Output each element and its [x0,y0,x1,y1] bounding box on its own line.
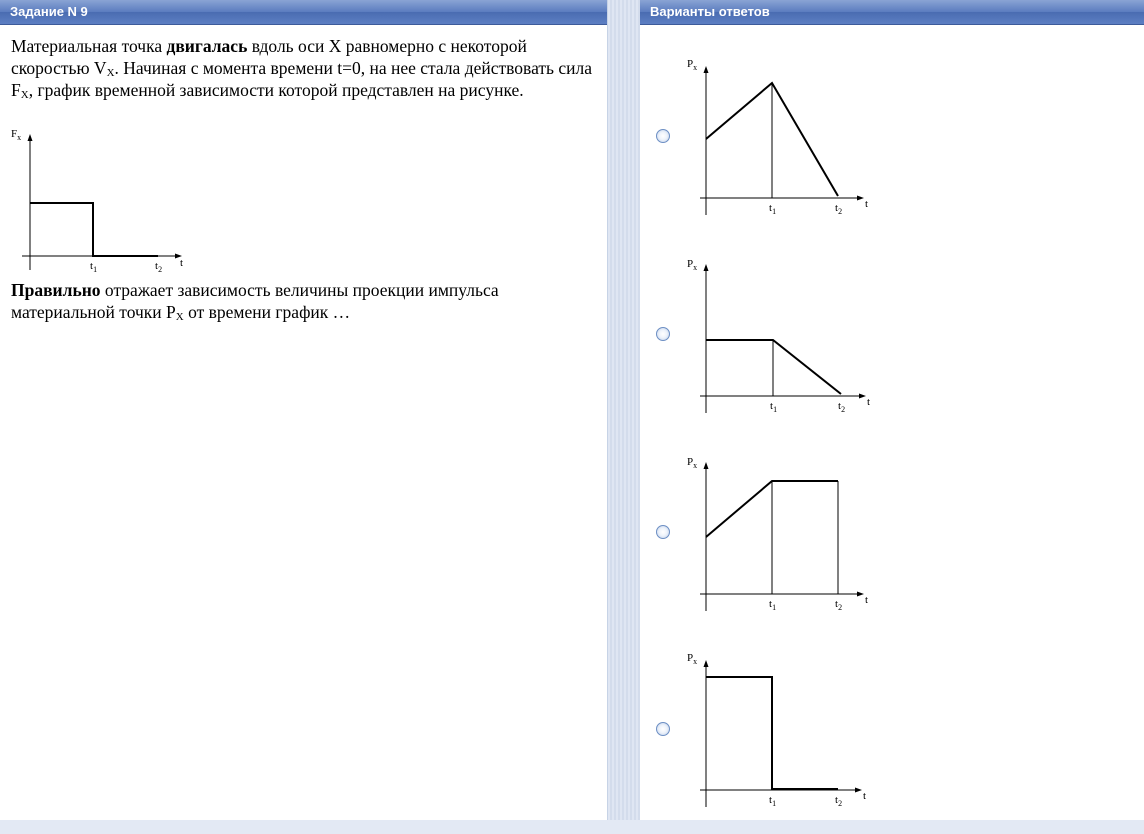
svg-text:Px: $P_x$ [687,652,698,666]
answer-graph-3 [680,446,880,626]
force-tick-t1: $t_1$ [90,260,98,274]
question-text: Материальная точка двигалась вдоль оси X равномерно с некоторой скоростью $V_X$. Начиная с момента времени t=0, на нее стала действовать сила $F_X$, график временной зависимости которой представлен на рисунке. [11,36,593,101]
answer-option-4[interactable] [640,644,1144,834]
answer-graph-2 [680,248,880,428]
force-x-label: t [180,257,184,269]
answer-curve-4 [706,677,838,789]
answer-radio-2[interactable] [656,327,670,341]
question-prompt: Правильно отражает зависимость величины проекции импульса материальной точки $P_X$ от времени график … [11,280,499,323]
answer-graph-4 [680,644,880,814]
svg-text:t: t [867,396,871,408]
answer-option-1[interactable] [640,50,1144,240]
svg-text:t: t [863,790,867,802]
answer-radio-3[interactable] [656,525,670,539]
answer-option-3[interactable] [640,446,1144,636]
answer-radio-4[interactable] [656,722,670,736]
svg-text:t1: $t_1$ [769,794,777,808]
answers-panel [640,0,1144,820]
force-y-label: $F_x$ [11,128,22,142]
force-graph-y-arrow [28,134,33,141]
svg-text:Px: $P_x$ [687,456,698,470]
svg-text:t2: $t_2$ [835,794,843,808]
question-bold-word: двигалась [166,36,248,56]
svg-text:t2: $t_2$ [838,400,846,414]
answer-option-2[interactable] [640,248,1144,438]
svg-text:t2: $t_2$ [835,598,843,612]
panel-divider [608,0,640,820]
force-graph [0,125,200,280]
force-tick-t2: $t_2$ [155,260,163,274]
svg-text:t2: $t_2$ [835,202,843,216]
answer-graph-1 [680,50,880,230]
svg-text:t1: $t_1$ [769,202,777,216]
task-header: Задание N 9 [0,0,607,25]
svg-text:Px: $P_x$ [687,58,698,72]
force-curve [30,203,158,256]
answer-radio-1[interactable] [656,129,670,143]
svg-text:t: t [865,198,869,210]
svg-text:Px: $P_x$ [687,258,698,272]
svg-text:t1: $t_1$ [769,598,777,612]
svg-text:t: t [865,594,869,606]
answers-header: Варианты ответов [640,0,1144,25]
svg-text:t1: $t_1$ [770,400,778,414]
